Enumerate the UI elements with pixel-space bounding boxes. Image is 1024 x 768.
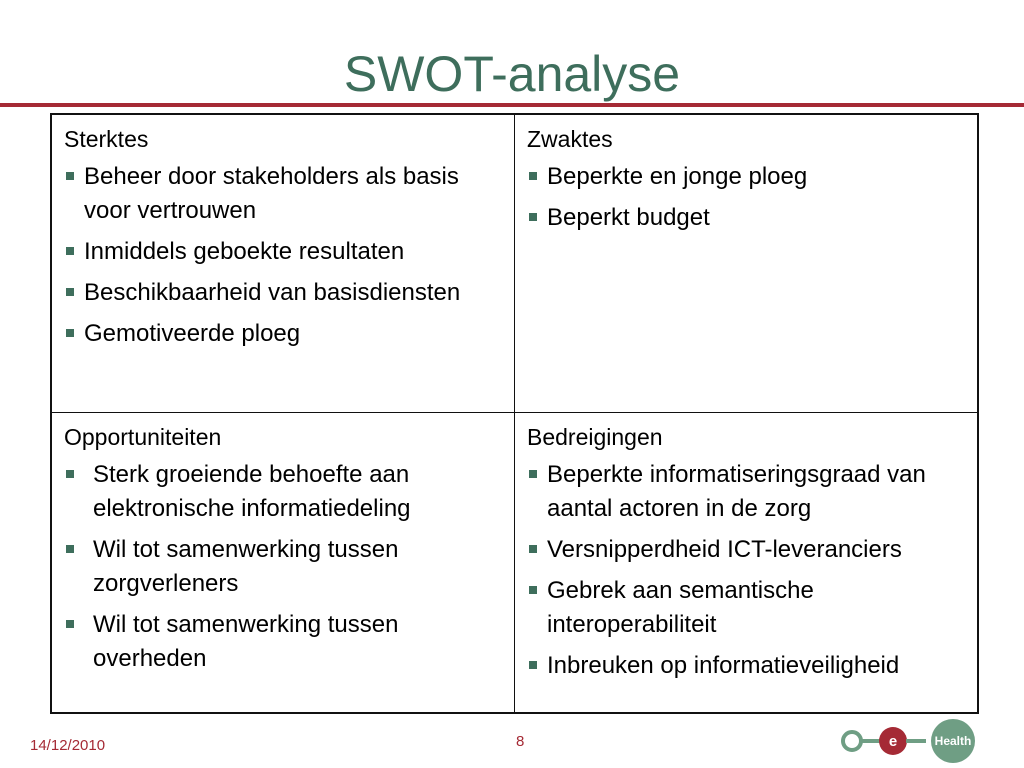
opportunities-heading: Opportuniteiten bbox=[64, 424, 222, 450]
list-item: Beperkt budget bbox=[527, 201, 967, 235]
title-divider bbox=[0, 103, 1024, 107]
square-bullet-icon bbox=[66, 247, 74, 255]
weaknesses-heading: Zwaktes bbox=[527, 126, 613, 152]
square-bullet-icon bbox=[66, 470, 74, 478]
logo-link-icon bbox=[860, 739, 880, 743]
logo-link-icon bbox=[906, 739, 926, 743]
list-item: Inmiddels geboekte resultaten bbox=[64, 235, 504, 269]
list-item: Gebrek aan semantische interoperabiliteit bbox=[527, 574, 967, 642]
swot-cell-strengths bbox=[52, 115, 515, 413]
list-item: Beschikbaarheid van basisdiensten bbox=[64, 276, 504, 310]
square-bullet-icon bbox=[66, 288, 74, 296]
strengths-list bbox=[64, 160, 504, 351]
page-number: 8 bbox=[516, 733, 525, 750]
square-bullet-icon bbox=[66, 545, 74, 553]
square-bullet-icon bbox=[66, 620, 74, 628]
square-bullet-icon bbox=[529, 586, 537, 594]
swot-cell-threats bbox=[515, 413, 977, 712]
swot-cell-weaknesses bbox=[515, 115, 977, 413]
list-item: Gemotiveerde ploeg bbox=[64, 317, 504, 351]
square-bullet-icon bbox=[529, 213, 537, 221]
list-item: Wil tot samenwerking tussen zorgverleners bbox=[64, 533, 504, 601]
opportunities-list bbox=[64, 458, 504, 676]
logo-word: Health bbox=[934, 734, 972, 748]
weaknesses-list bbox=[527, 160, 967, 235]
slide-date: 14/12/2010 bbox=[30, 737, 106, 754]
logo-ring-icon bbox=[843, 732, 861, 750]
swot-table bbox=[50, 113, 979, 714]
square-bullet-icon bbox=[529, 172, 537, 180]
square-bullet-icon bbox=[66, 172, 74, 180]
list-item: Beheer door stakeholders als basis voor vertrouwen bbox=[64, 160, 504, 228]
logo-letter: e bbox=[888, 733, 898, 750]
list-item: Versnipperdheid ICT-leveranciers bbox=[527, 533, 967, 567]
square-bullet-icon bbox=[529, 470, 537, 478]
square-bullet-icon bbox=[529, 661, 537, 669]
list-item: Beperkte informatiseringsgraad van aantal actoren in de zorg bbox=[527, 458, 967, 526]
slide-title: SWOT-analyse bbox=[343, 46, 681, 102]
list-item: Inbreuken op informatieveiligheid bbox=[527, 649, 967, 683]
strengths-heading: Sterktes bbox=[64, 126, 149, 152]
square-bullet-icon bbox=[529, 545, 537, 553]
threats-list bbox=[527, 458, 967, 683]
swot-cell-opportunities bbox=[52, 413, 515, 712]
list-item: Sterk groeiende behoefte aan elektronische informatiedeling bbox=[64, 458, 504, 526]
list-item: Beperkte en jonge ploeg bbox=[527, 160, 967, 194]
ehealth-logo bbox=[838, 718, 984, 764]
square-bullet-icon bbox=[66, 329, 74, 337]
list-item: Wil tot samenwerking tussen overheden bbox=[64, 608, 504, 676]
threats-heading: Bedreigingen bbox=[527, 424, 663, 450]
